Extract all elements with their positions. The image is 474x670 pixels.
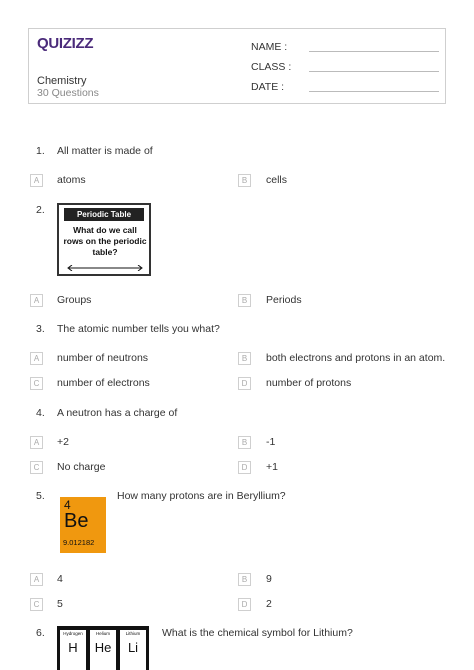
name-label: NAME :	[251, 41, 288, 53]
question-number: 5.	[36, 490, 45, 502]
worksheet-header	[28, 28, 446, 104]
element-symbol: Li	[127, 640, 139, 655]
double-arrow-icon	[67, 265, 143, 271]
beryllium-element-tile	[60, 497, 106, 553]
date-field	[251, 81, 284, 93]
option-text[interactable]: both electrons and protons in an atom.	[266, 352, 446, 364]
option-text[interactable]: 2	[266, 598, 272, 610]
option-text[interactable]: +2	[57, 436, 69, 448]
question-number: 4.	[36, 407, 45, 419]
option-text[interactable]: -1	[266, 436, 276, 448]
option-text[interactable]: number of protons	[266, 377, 352, 389]
option-text[interactable]: 5	[57, 598, 63, 610]
subject-title: Chemistry	[37, 75, 87, 87]
option-letter: B	[238, 294, 251, 307]
option-letter: B	[238, 174, 251, 187]
option-text[interactable]: Periods	[266, 294, 302, 306]
question-text: A neutron has a charge of	[57, 407, 178, 419]
option-text[interactable]: cells	[266, 174, 288, 186]
option-letter: D	[238, 377, 251, 390]
option-letter: B	[238, 436, 251, 449]
element-name: Hydrogen	[63, 631, 83, 636]
option-text[interactable]: 9	[266, 573, 272, 585]
periodic-table-image	[57, 203, 151, 276]
date-line	[309, 91, 439, 92]
question-text: The atomic number tells you what?	[57, 323, 220, 335]
periodic-table-banner: Periodic Table	[64, 208, 144, 221]
option-letter: D	[238, 598, 251, 611]
option-letter: B	[238, 352, 251, 365]
option-text[interactable]: Groups	[57, 294, 92, 306]
question-text: What is the chemical symbol for Lithium?	[162, 627, 353, 639]
question-text: All matter is made of	[57, 145, 153, 157]
option-letter: D	[238, 461, 251, 474]
option-text[interactable]: number of electrons	[57, 377, 150, 389]
option-letter: C	[30, 461, 43, 474]
option-letter: C	[30, 377, 43, 390]
option-text[interactable]: atoms	[57, 174, 86, 186]
option-letter: A	[30, 436, 43, 449]
option-text[interactable]: +1	[266, 461, 278, 473]
option-letter: B	[238, 573, 251, 586]
element-tile	[90, 630, 116, 670]
element-tiles-image	[57, 626, 149, 670]
question-number: 3.	[36, 323, 45, 335]
element-tile	[60, 630, 86, 670]
quizizz-logo: QUIZIZZ	[37, 35, 94, 52]
name-field	[251, 41, 287, 53]
class-line	[309, 71, 439, 72]
option-letter: A	[30, 573, 43, 586]
option-letter: A	[30, 174, 43, 187]
option-letter: A	[30, 352, 43, 365]
element-symbol: Be	[64, 510, 89, 532]
option-text[interactable]: 4	[57, 573, 63, 585]
question-number: 6.	[36, 627, 45, 639]
date-label: DATE :	[251, 81, 285, 93]
class-field	[251, 61, 291, 73]
class-label: CLASS :	[251, 61, 292, 73]
element-name: Helium	[95, 631, 110, 636]
option-letter: A	[30, 294, 43, 307]
element-tile	[120, 630, 146, 670]
option-letter: C	[30, 598, 43, 611]
question-text: How many protons are in Beryllium?	[117, 490, 286, 502]
option-text[interactable]: number of neutrons	[57, 352, 149, 364]
element-symbol: He	[94, 640, 112, 655]
option-text[interactable]: No charge	[57, 461, 106, 473]
element-name: Lithium	[125, 631, 141, 636]
question-number: 2.	[36, 204, 45, 216]
question-number: 1.	[36, 145, 45, 157]
atomic-mass: 9.012182	[63, 538, 95, 547]
image-caption: What do we call rows on the periodic table?	[63, 225, 147, 257]
name-line	[309, 51, 439, 52]
question-count: 30 Questions	[37, 87, 99, 99]
atomic-number: 4	[64, 498, 71, 512]
element-symbol: H	[68, 640, 78, 655]
